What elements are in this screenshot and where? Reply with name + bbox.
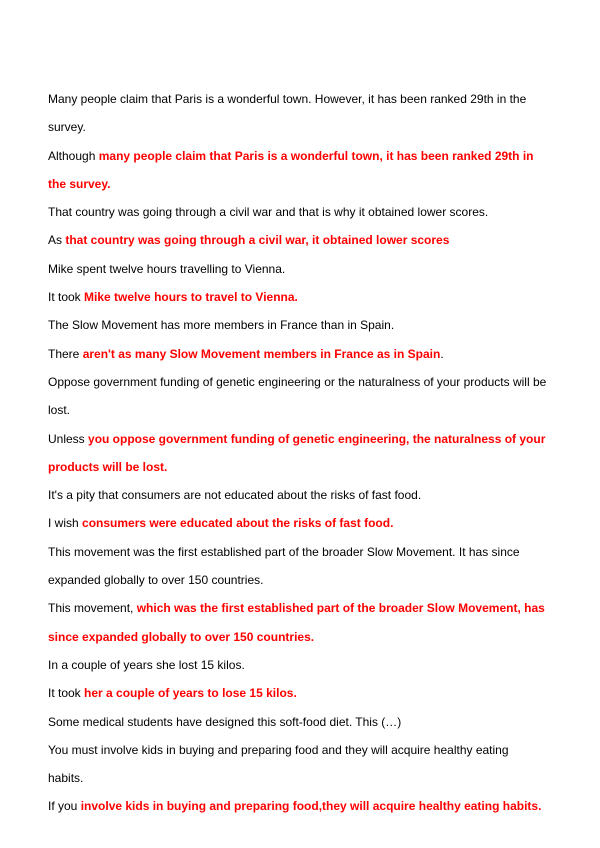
answer-line [48, 683, 556, 711]
answer-line [48, 146, 556, 174]
line-prefix: It took [48, 290, 85, 305]
text-line: That country was going through a civil war and that is why it obtained lower scores. [48, 205, 489, 220]
answer-line [48, 429, 556, 457]
answer-text: since expanded globally to over 150 countries. [48, 629, 315, 644]
document-page [48, 89, 556, 825]
line-prefix: This movement, [48, 601, 137, 616]
text-line: The Slow Movement has more members in France than in Spain. [48, 318, 395, 333]
line-prefix: Unless [48, 431, 89, 446]
answer-line [48, 174, 556, 202]
line-prefix: As [48, 233, 66, 248]
answer-text: you oppose government funding of genetic engineering, the naturalness of your [88, 431, 546, 446]
answer-line [48, 513, 556, 541]
answer-text: many people claim that Paris is a wonderful town, it has been ranked 29th in [98, 148, 534, 163]
text-line: Many people claim that Paris is a wonderful town. However, it has been ranked 29th in the [48, 92, 527, 106]
answer-line [48, 627, 556, 655]
answer-text: involve kids in buying and preparing food,they will acquire healthy eating habits. [80, 799, 542, 814]
answer-line [48, 287, 556, 315]
text-line: survey. [48, 120, 86, 135]
line-prefix: I wish [48, 516, 83, 531]
text-line: It's a pity that consumers are not educated about the risks of fast food. [48, 488, 422, 503]
answer-line [48, 230, 556, 258]
line-suffix: . [440, 346, 444, 361]
answer-text: Mike twelve hours to travel to Vienna. [84, 290, 298, 305]
text-line: habits. [48, 771, 84, 786]
line-prefix: If you [48, 799, 81, 814]
text-line: expanded globally to over 150 countries. [48, 573, 264, 588]
line-prefix: Although [48, 148, 99, 163]
answer-text: consumers were educated about the risks of fast food. [82, 516, 394, 531]
line-prefix: It took [48, 686, 85, 701]
line-prefix: There [48, 346, 83, 361]
answer-line [48, 344, 556, 372]
answer-line [48, 796, 556, 824]
answer-text: the survey. [48, 176, 111, 191]
text-line: Some medical students have designed this soft-food diet. This (…) [48, 714, 402, 729]
answer-text: her a couple of years to lose 15 kilos. [84, 686, 297, 701]
answer-text: that country was going through a civil war, it obtained lower scores [65, 233, 450, 248]
text-line: In a couple of years she lost 15 kilos. [48, 657, 245, 672]
answer-line [48, 457, 556, 485]
text-line: Oppose government funding of genetic engineering or the naturalness of your products will be [48, 374, 547, 389]
text-line: lost. [48, 403, 71, 418]
text-line: You must involve kids in buying and preparing food and they will acquire healthy eating [48, 742, 509, 757]
answer-line [48, 598, 556, 626]
answer-text: aren't as many Slow Movement members in France as in Spain [82, 346, 441, 361]
text-line: This movement was the first established part of the broader Slow Movement. It has since [48, 544, 520, 559]
answer-text: which was the first established part of the broader Slow Movement, has [136, 601, 545, 616]
text-line: Mike spent twelve hours travelling to Vienna. [48, 261, 286, 276]
answer-text: products will be lost. [48, 459, 168, 474]
